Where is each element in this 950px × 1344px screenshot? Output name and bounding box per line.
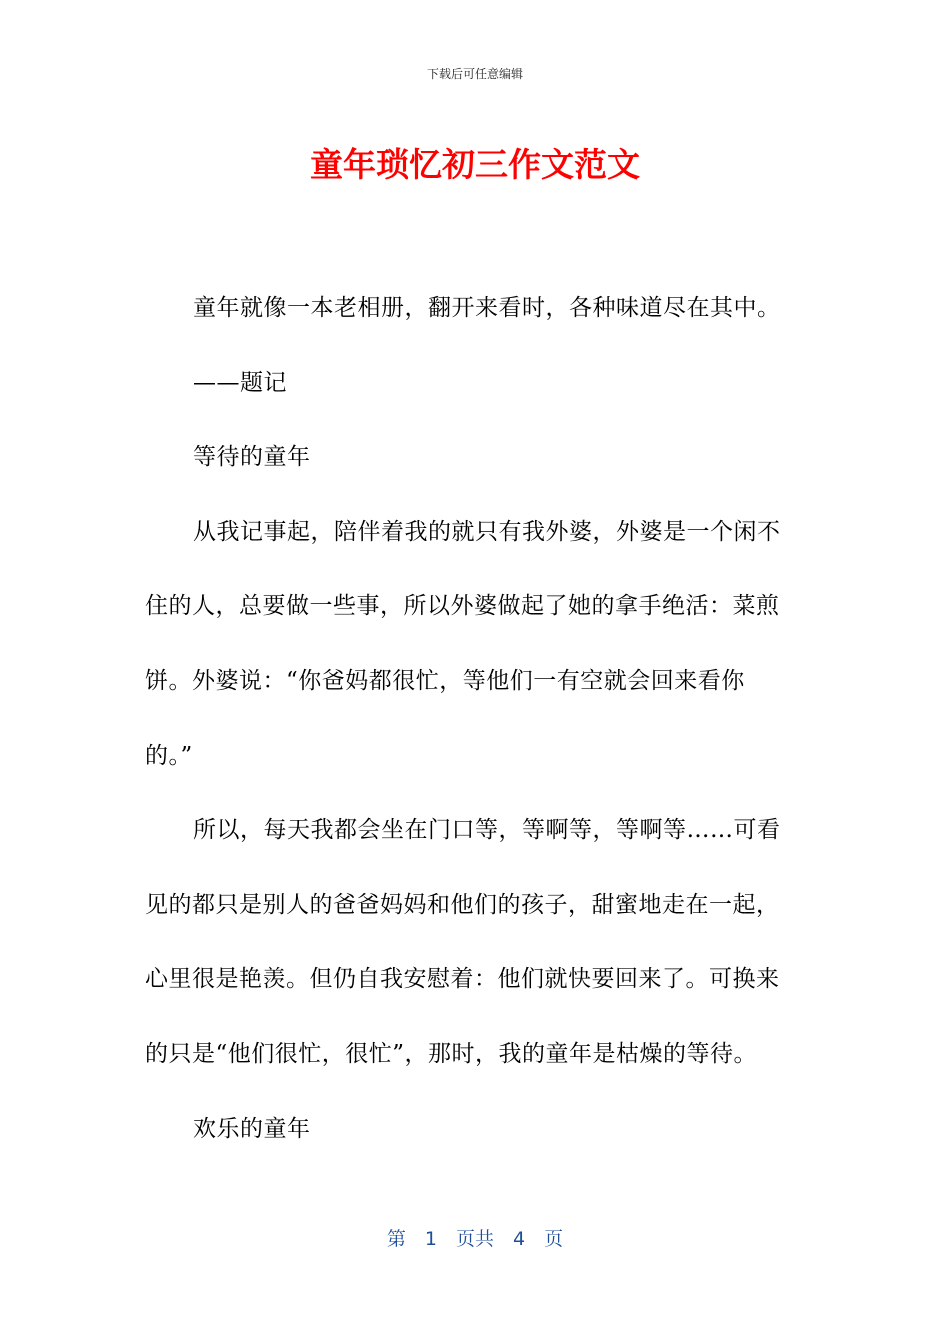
section-heading-happy: 欢乐的童年 <box>193 1115 311 1142</box>
paragraph-line: 所以，每天我都会坐在门口等，等啊等，等啊等……可看 <box>193 817 781 844</box>
document-body <box>145 271 805 1166</box>
header-note: 下载后可任意编辑 <box>426 67 523 81</box>
section-heading-waiting: 等待的童年 <box>193 444 311 471</box>
paragraph-line: 心里很是艳羡。但仍自我安慰着：他们就快要回来了。可换来 <box>145 966 780 993</box>
paragraph-line: 见的都只是别人的爸爸妈妈和他们的孩子，甜蜜地走在一起， <box>145 891 780 918</box>
paragraph-epigraph: 童年就像一本老相册，翻开来看时，各种味道尽在其中。 <box>193 295 781 321</box>
paragraph-epigraph-attribution: ——题记 <box>193 369 287 396</box>
paragraph-line: 的。” <box>145 742 193 769</box>
document-title: 童年琐忆初三作文范文 <box>310 145 640 184</box>
paragraph-line: 从我记事起，陪伴着我的就只有我外婆，外婆是一个闲不 <box>193 518 781 545</box>
page-footer: 第 1 页共 4 页 <box>386 1228 564 1250</box>
paragraph-line: 饼。外婆说：“你爸妈都很忙，等他们一有空就会回来看你 <box>145 667 745 694</box>
paragraph-line: 的只是“他们很忙，很忙”，那时，我的童年是枯燥的等待。 <box>145 1040 758 1067</box>
paragraph-line: 住的人，总要做一些事，所以外婆做起了她的拿手绝活：菜煎 <box>145 593 780 620</box>
